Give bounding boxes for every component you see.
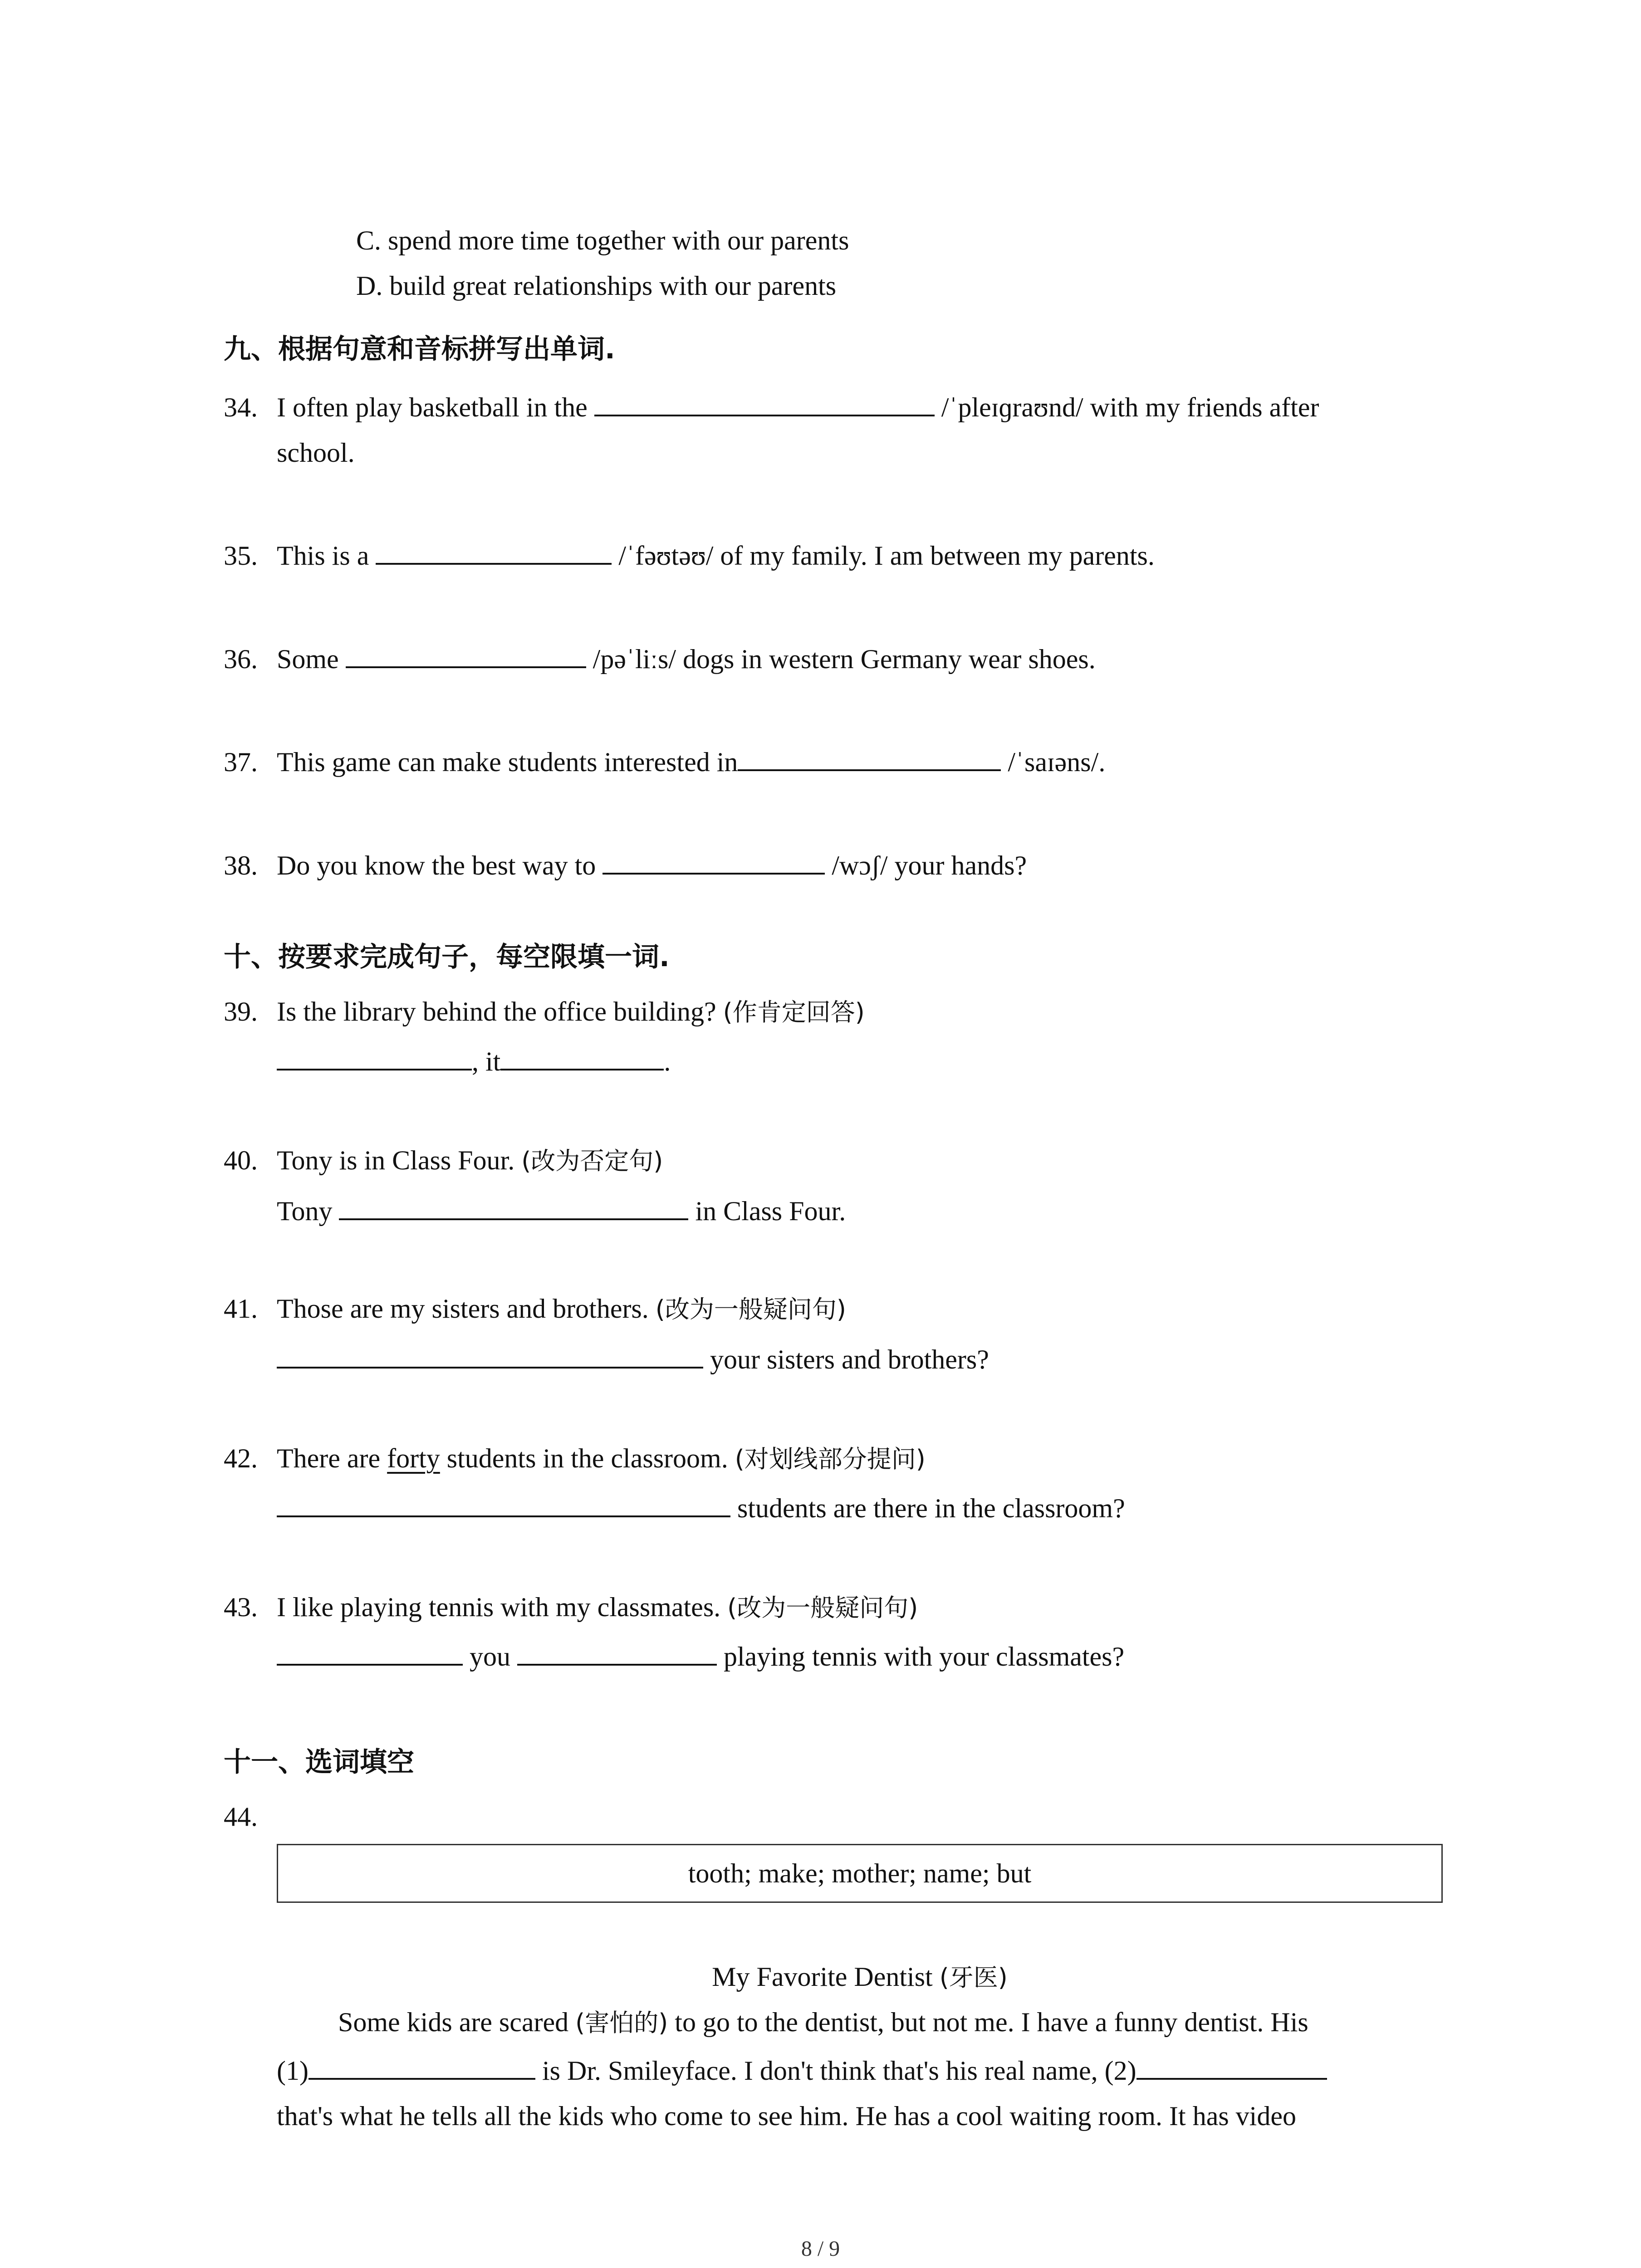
passage-line-1-note: (害怕的) [575,2009,668,2037]
q34-number: 34. [224,392,258,422]
q42-answer [277,1490,1125,1526]
q43-blank-2[interactable] [517,1638,717,1666]
q39-blank-1[interactable] [277,1043,472,1070]
q34-cont: school. [277,438,355,468]
passage-line-2-mid: is Dr. Smileyface. I don't think that's his real name, (2) [535,2056,1136,2086]
q38-post: /wɔʃ/ your hands? [832,850,1027,880]
q43-question: I like playing tennis with my classmates. [277,1592,728,1622]
q38-blank[interactable] [603,847,825,875]
q36-text [277,641,1096,677]
q41-post: your sisters and brothers? [710,1344,989,1374]
passage-title-text: My Favorite Dentist [712,1962,940,1992]
q41-instruction: (改为一般疑问句) [655,1295,846,1324]
passage-line-1-post: to go to the dentist, but not me. I have a funny dentist. His [668,2007,1308,2037]
q39-mid: , it [472,1046,501,1076]
passage-blank-2[interactable] [1136,2053,1327,2080]
passage-title [277,1959,1443,1996]
q44-number: 44. [224,1802,258,1832]
q37-number: 37. [224,747,258,777]
q42-question-post: students in the classroom. [440,1443,735,1473]
q42-instruction: (对划线部分提问) [735,1445,926,1473]
q39-question: Is the library behind the office building? [277,997,723,1026]
q36-pre: Some [277,644,339,674]
passage-line-1 [338,2004,1308,2041]
q42-post: students are there in the classroom? [737,1493,1125,1523]
q40-instruction: (改为否定句) [521,1147,663,1175]
q40-blank[interactable] [339,1193,688,1220]
q39-answer [277,1043,671,1080]
page-number: 8 / 9 [801,2237,840,2261]
q39-end: . [664,1046,671,1076]
q36-post: /pəˈliːs/ dogs in western Germany wear shoes. [593,644,1096,674]
q37-pre: This game can make students interested in [277,747,738,777]
q39-blank-2[interactable] [500,1043,664,1070]
passage-blank-1[interactable] [309,2053,535,2080]
q41-answer [277,1341,989,1378]
q38-text [277,847,1027,884]
q39-instruction: (作肯定回答) [723,998,865,1026]
q35-pre: This is a [277,541,369,571]
q40-post: in Class Four. [695,1196,846,1226]
q43-instruction: (改为一般疑问句) [727,1593,918,1622]
q40-question: Tony is in Class Four. [277,1145,522,1175]
q41-text [277,1290,846,1328]
q40-number: 40. [224,1145,258,1175]
q43-blank-1[interactable] [277,1638,463,1666]
q36-blank[interactable] [346,641,586,668]
q40-answer [277,1193,846,1229]
q43-number: 43. [224,1592,258,1622]
section-9-heading: 九、根据句意和音标拼写出单词. [224,333,615,365]
q34-text [277,389,1319,425]
option-d: D. build great relationships with our parents [356,271,837,301]
q35-number: 35. [224,541,258,571]
q37-post: /ˈsaɪəns/. [1008,747,1106,777]
q35-text [277,538,1155,574]
q41-question: Those are my sisters and brothers. [277,1294,656,1324]
q43-post: playing tennis with your classmates? [724,1642,1125,1672]
q34-post: /ˈpleɪɡraʊnd/ with my friends after [941,392,1319,422]
q35-blank[interactable] [376,538,612,565]
section-11-heading: 十一、选词填空 [224,1746,414,1778]
q43-answer [277,1638,1124,1675]
q34-blank[interactable] [594,389,935,416]
passage-line-1-pre: Some kids are scared [338,2007,576,2037]
q43-mid: you [470,1642,510,1672]
q42-blank[interactable] [277,1490,730,1517]
q34-pre: I often play basketball in the [277,392,588,422]
word-bank-text: tooth; make; mother; name; but [688,1858,1032,1888]
q40-text [277,1142,663,1179]
passage-title-note: (牙医) [939,1963,1008,1992]
q42-number: 42. [224,1443,258,1473]
q42-text [277,1440,926,1477]
q43-text [277,1589,918,1626]
q36-number: 36. [224,644,258,674]
q37-text [277,744,1105,780]
q38-number: 38. [224,850,258,880]
q35-post: /ˈfəʊtəʊ/ of my family. I am between my parents. [618,541,1155,571]
q39-number: 39. [224,997,258,1026]
passage-blank-1-label: (1) [277,2056,309,2086]
option-c: C. spend more time together with our parents [356,225,849,255]
q42-question-pre: There are [277,1443,387,1473]
passage-line-2 [277,2053,1327,2089]
q41-number: 41. [224,1294,258,1324]
q38-pre: Do you know the best way to [277,850,596,880]
word-bank-box [277,1844,1443,1903]
q42-underlined-word: forty [387,1443,440,1473]
q41-blank[interactable] [277,1341,703,1369]
q39-text [277,993,865,1031]
passage-line-3: that's what he tells all the kids who come to see him. He has a cool waiting room. It has video [277,2101,1296,2131]
q40-pre: Tony [277,1196,333,1226]
q37-blank[interactable] [738,744,1001,771]
section-10-heading: 十、按要求完成句子，每空限填一词. [224,941,670,973]
